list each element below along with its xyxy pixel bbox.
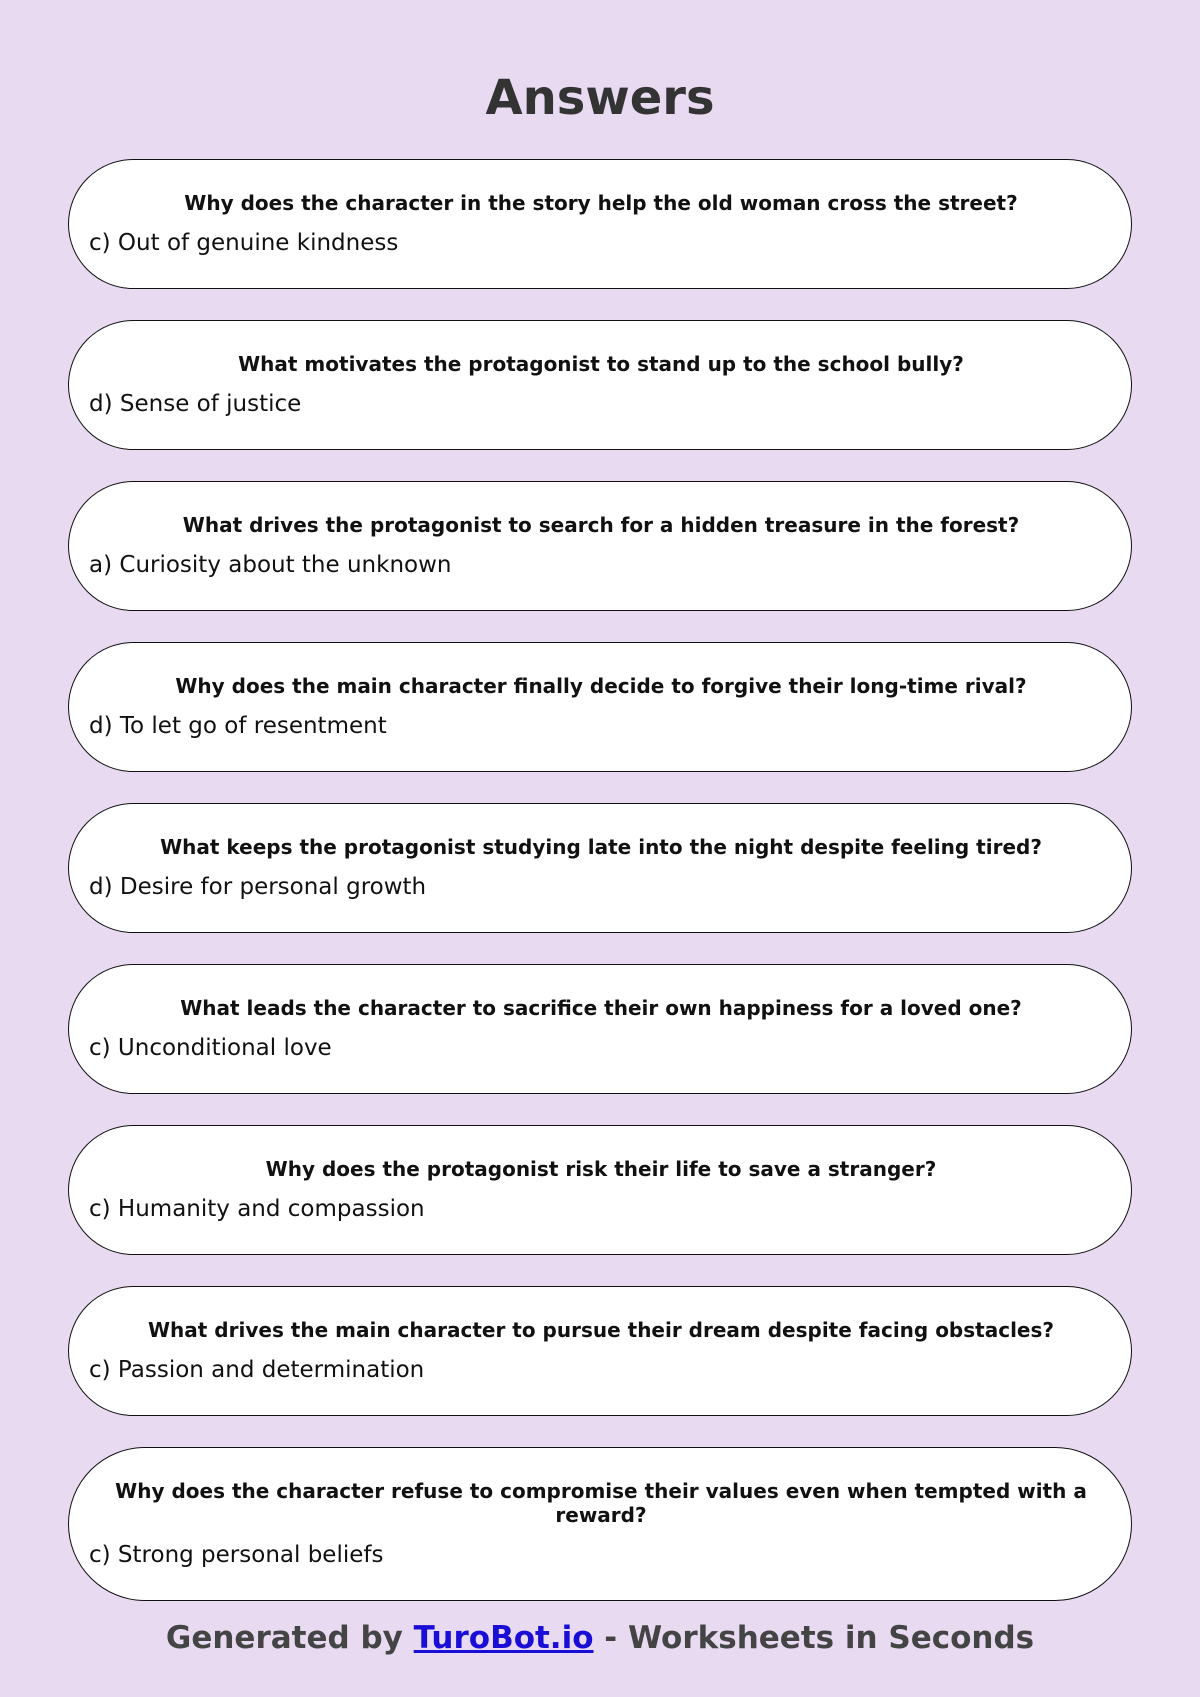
question-text: What drives the protagonist to search for a hidden treasure in the forest?	[182, 513, 1020, 537]
answer-card	[68, 320, 1132, 450]
question-text: Why does the main character finally decide to forgive their long-time rival?	[175, 674, 1027, 698]
question-text: Why does the protagonist risk their life to save a stranger?	[265, 1157, 937, 1181]
footer-suffix: - Worksheets in Seconds	[593, 1620, 1035, 1656]
footer	[0, 1618, 1200, 1658]
answer-text: c) Unconditional love	[89, 1035, 332, 1061]
footer-prefix: Generated by	[165, 1620, 414, 1656]
question-text: What motivates the protagonist to stand up to the school bully?	[238, 352, 964, 376]
answer-text: d) Desire for personal growth	[89, 874, 427, 900]
answer-card	[68, 1125, 1132, 1255]
question-text: What keeps the protagonist studying late into the night despite feeling tired?	[160, 835, 1042, 859]
answer-text: d) Sense of justice	[89, 391, 302, 417]
turobot-link[interactable]: TuroBot.io	[413, 1620, 594, 1656]
answer-card	[68, 642, 1132, 772]
answer-text: c) Strong personal beliefs	[89, 1542, 384, 1568]
answers-list	[68, 159, 1132, 1601]
answer-text: c) Out of genuine kindness	[89, 230, 399, 256]
answer-card	[68, 159, 1132, 289]
question-text: Why does the character refuse to compromise their values even when tempted with a reward?	[115, 1479, 1087, 1527]
answer-card	[68, 803, 1132, 933]
answer-text: d) To let go of resentment	[89, 713, 387, 739]
answer-card	[68, 964, 1132, 1094]
answer-card	[68, 1286, 1132, 1416]
question-text: What drives the main character to pursue their dream despite facing obstacles?	[147, 1318, 1054, 1342]
question-text: What leads the character to sacrifice their own happiness for a loved one?	[180, 996, 1022, 1020]
page-title: Answers	[485, 70, 715, 126]
answer-card	[68, 481, 1132, 611]
answer-text: c) Passion and determination	[89, 1357, 425, 1383]
answer-text: a) Curiosity about the unknown	[89, 552, 452, 578]
answer-text: c) Humanity and compassion	[89, 1196, 425, 1222]
answer-card	[68, 1447, 1132, 1601]
question-text: Why does the character in the story help the old woman cross the street?	[184, 191, 1018, 215]
